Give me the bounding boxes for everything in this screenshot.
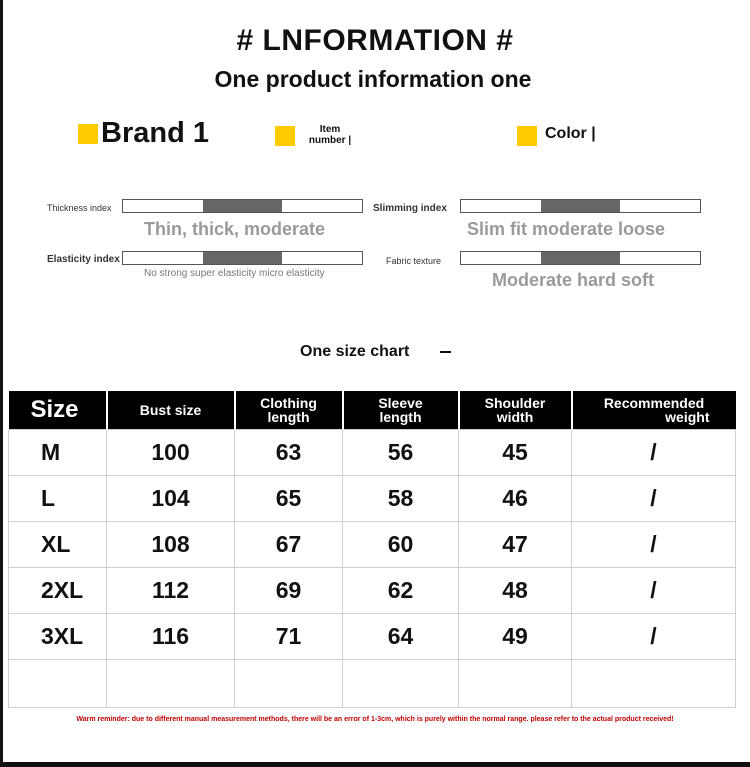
slimming-index-text: Slim fit moderate loose: [467, 219, 666, 239]
empty-cell: [9, 660, 107, 708]
warm-reminder-text: Warm reminder: due to different manual measurement methods, there will be an error of 1-3cm, which is purely within the normal range. please refer to the actual product received!: [76, 716, 674, 723]
empty-cell: [572, 660, 736, 708]
header-recommended-weight: [572, 391, 736, 430]
header-recommended-weight-line1: Recommended: [603, 395, 705, 411]
brand-square-icon: [78, 124, 98, 144]
thickness-index-text: Thin, thick, moderate: [144, 219, 326, 239]
header-sleeve-length-line1: Sleeve: [378, 395, 423, 411]
thickness-index-bar: [122, 199, 363, 213]
fabric-texture-label: Fabric texture: [386, 256, 442, 266]
item-number-label-line1: Item: [319, 124, 341, 135]
empty-cell: [343, 660, 459, 708]
header-sleeve-length: [343, 391, 459, 430]
thickness-index-label: Thickness index: [47, 203, 112, 213]
table-row: [9, 568, 736, 614]
left-border: [0, 0, 3, 767]
bust-cell: 104: [107, 476, 235, 522]
size-table: [8, 391, 736, 708]
brand-label: Brand 1: [101, 117, 209, 149]
header-shoulder-width-line2: width: [496, 409, 534, 425]
size-cell: M: [9, 430, 107, 476]
shoulder-cell: 45: [459, 430, 572, 476]
length-cell: 69: [235, 568, 343, 614]
elasticity-index-bar: [122, 251, 363, 265]
table-row: [9, 476, 736, 522]
table-row: [9, 430, 736, 476]
empty-cell: [235, 660, 343, 708]
fabric-texture-bar: [460, 251, 701, 265]
header-clothing-length: [235, 391, 343, 430]
size-cell: 2XL: [9, 568, 107, 614]
header-size: Size: [9, 391, 107, 430]
fabric-texture-text: Moderate hard soft: [492, 270, 655, 290]
elasticity-index-fill: [203, 252, 283, 264]
sleeve-cell: 62: [343, 568, 459, 614]
bust-cell: 112: [107, 568, 235, 614]
header-bust: Bust size: [107, 391, 235, 430]
slimming-index-bar: [460, 199, 701, 213]
table-row: [9, 614, 736, 660]
page-subtitle: One product information one: [214, 66, 532, 92]
size-table-header-row: [9, 391, 736, 430]
fabric-texture-fill: [541, 252, 621, 264]
header-clothing-length-line1: Clothing: [260, 395, 317, 411]
bust-cell: 116: [107, 614, 235, 660]
elasticity-index-text: No strong super elasticity micro elasticity: [144, 268, 325, 279]
shoulder-cell: 49: [459, 614, 572, 660]
size-chart-title: One size chart: [300, 343, 410, 360]
size-cell: XL: [9, 522, 107, 568]
length-cell: 65: [235, 476, 343, 522]
sleeve-cell: 56: [343, 430, 459, 476]
item-number-square-icon: [275, 126, 295, 146]
shoulder-cell: 48: [459, 568, 572, 614]
weight-cell: /: [572, 614, 736, 660]
header-recommended-weight-line2: weight: [665, 409, 710, 425]
thickness-index-fill: [203, 200, 283, 212]
length-cell: 67: [235, 522, 343, 568]
page-title: # LNFORMATION #: [236, 24, 514, 57]
empty-cell: [107, 660, 235, 708]
size-cell: 3XL: [9, 614, 107, 660]
length-cell: 63: [235, 430, 343, 476]
header-clothing-length-line2: length: [267, 409, 310, 425]
table-row: [9, 522, 736, 568]
shoulder-cell: 47: [459, 522, 572, 568]
weight-cell: /: [572, 522, 736, 568]
sleeve-cell: 60: [343, 522, 459, 568]
color-square-icon: [517, 126, 537, 146]
size-cell: L: [9, 476, 107, 522]
header-sleeve-length-line2: length: [379, 409, 422, 425]
elasticity-index-label: Elasticity index: [47, 254, 120, 265]
header-shoulder-width-line1: Shoulder: [484, 395, 546, 411]
item-number-label: [303, 124, 357, 146]
weight-cell: /: [572, 568, 736, 614]
bust-cell: 100: [107, 430, 235, 476]
slimming-index-label: Slimming index: [373, 203, 447, 214]
slimming-index-fill: [541, 200, 621, 212]
length-cell: 71: [235, 614, 343, 660]
weight-cell: /: [572, 430, 736, 476]
empty-cell: [459, 660, 572, 708]
bust-cell: 108: [107, 522, 235, 568]
sleeve-cell: 64: [343, 614, 459, 660]
empty-table-row: [9, 660, 736, 708]
color-label: Color |: [545, 125, 596, 142]
header-shoulder-width: [459, 391, 572, 430]
weight-cell: /: [572, 476, 736, 522]
item-number-label-line2: number |: [308, 135, 352, 146]
bottom-border: [0, 762, 750, 767]
size-chart-dash: [440, 351, 451, 353]
shoulder-cell: 46: [459, 476, 572, 522]
sleeve-cell: 58: [343, 476, 459, 522]
